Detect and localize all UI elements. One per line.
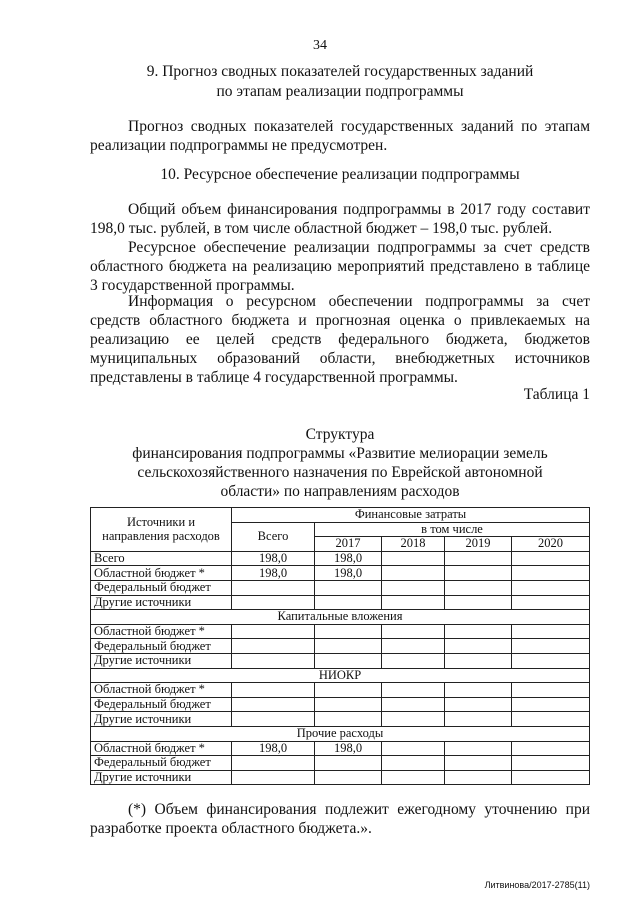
cell-2017: 198,0 — [315, 566, 382, 581]
header-year-2018: 2018 — [382, 537, 445, 552]
table-row — [91, 741, 590, 756]
table-row — [91, 756, 590, 771]
cell-2020 — [512, 639, 590, 654]
cell-2018 — [382, 741, 445, 756]
section-header-row — [91, 726, 590, 741]
cell-2019 — [445, 741, 512, 756]
cell-total — [232, 770, 315, 785]
row-label: Другие источники — [91, 595, 232, 610]
section-9-title — [90, 62, 590, 102]
cell-total — [232, 697, 315, 712]
cell-2019 — [445, 683, 512, 698]
section-header-row — [91, 668, 590, 683]
cell-2020 — [512, 580, 590, 595]
cell-2018 — [382, 712, 445, 727]
table-title-line-1: Структура — [305, 426, 375, 443]
row-label: Областной бюджет * — [91, 566, 232, 581]
cell-total — [232, 595, 315, 610]
cell-2019 — [445, 595, 512, 610]
cell-2017 — [315, 653, 382, 668]
cell-2018 — [382, 639, 445, 654]
table-row — [91, 639, 590, 654]
cell-total: 198,0 — [232, 566, 315, 581]
cell-total — [232, 639, 315, 654]
cell-2017 — [315, 624, 382, 639]
cell-2018 — [382, 624, 445, 639]
header-financial-costs: Финансовые затраты — [232, 508, 590, 523]
row-label: Всего — [91, 551, 232, 566]
cell-2019 — [445, 756, 512, 771]
table-row — [91, 551, 590, 566]
section-9-paragraph: Прогноз сводных показателей государственных заданий по этапам реализации подпрограммы не предусмотрен. — [90, 118, 590, 154]
document-stamp: Литвинова/2017-2785(11) — [484, 880, 590, 890]
cell-2017 — [315, 639, 382, 654]
footnote: (*) Объем финансирования подлежит ежегодному уточнению при разработке проекта областного бюджета.». — [90, 801, 590, 837]
section-10-title: 10. Ресурсное обеспечение реализации подпрограммы — [160, 166, 520, 183]
row-label: Федеральный бюджет — [91, 756, 232, 771]
table-title-line-3: сельскохозяйственного назначения по Еврейской автономной — [137, 464, 543, 481]
cell-2019 — [445, 624, 512, 639]
row-label: Другие источники — [91, 653, 232, 668]
cell-2019 — [445, 653, 512, 668]
row-label: Другие источники — [91, 770, 232, 785]
header-year-2019: 2019 — [445, 537, 512, 552]
cell-2017 — [315, 683, 382, 698]
cell-2018 — [382, 595, 445, 610]
section-header-row — [91, 610, 590, 625]
cell-2018 — [382, 683, 445, 698]
cell-2020 — [512, 595, 590, 610]
cell-2018 — [382, 551, 445, 566]
table-title — [100, 425, 580, 501]
section-title: НИОКР — [91, 668, 590, 683]
cell-2018 — [382, 580, 445, 595]
row-label: Другие источники — [91, 712, 232, 727]
financing-table — [90, 507, 590, 785]
cell-2020 — [512, 756, 590, 771]
table-row — [91, 624, 590, 639]
table-row — [91, 566, 590, 581]
cell-2019 — [445, 697, 512, 712]
section-10-paragraph-1: Общий объем финансирования подпрограммы в 2017 году составит 198,0 тыс. рублей, в том числе областной бюджет – 198,0 тыс. рублей. — [90, 201, 590, 237]
section-9-title-line-2: по этапам реализации подпрограммы — [216, 83, 464, 100]
cell-2020 — [512, 551, 590, 566]
header-total: Всего — [232, 522, 315, 551]
cell-2019 — [445, 566, 512, 581]
cell-2019 — [445, 639, 512, 654]
table-row — [91, 770, 590, 785]
cell-2020 — [512, 683, 590, 698]
cell-2020 — [512, 697, 590, 712]
table-row — [91, 712, 590, 727]
table-title-line-2: финансирования подпрограммы «Развитие мелиорации земель — [132, 445, 548, 462]
cell-2019 — [445, 712, 512, 727]
header-sources: Источники и направления расходов — [91, 508, 232, 552]
cell-2020 — [512, 566, 590, 581]
section-title: Капитальные вложения — [91, 610, 590, 625]
cell-total — [232, 624, 315, 639]
cell-2018 — [382, 566, 445, 581]
cell-2019 — [445, 770, 512, 785]
cell-2018 — [382, 697, 445, 712]
cell-total — [232, 683, 315, 698]
cell-2018 — [382, 770, 445, 785]
header-including: в том числе — [315, 522, 590, 537]
page-number: 34 — [313, 38, 327, 53]
cell-2017: 198,0 — [315, 551, 382, 566]
cell-2017 — [315, 770, 382, 785]
section-9-title-line-1: 9. Прогноз сводных показателей государственных заданий — [146, 63, 534, 80]
cell-2017 — [315, 697, 382, 712]
header-year-2020: 2020 — [512, 537, 590, 552]
cell-total — [232, 580, 315, 595]
cell-total — [232, 653, 315, 668]
cell-total — [232, 756, 315, 771]
table-row — [91, 697, 590, 712]
section-title: Прочие расходы — [91, 726, 590, 741]
cell-2019 — [445, 580, 512, 595]
table-header-row — [91, 508, 590, 523]
row-label: Областной бюджет * — [91, 683, 232, 698]
cell-2017: 198,0 — [315, 741, 382, 756]
table-title-line-4: области» по направлениям расходов — [220, 483, 460, 500]
row-label: Федеральный бюджет — [91, 580, 232, 595]
cell-2020 — [512, 770, 590, 785]
cell-2017 — [315, 580, 382, 595]
cell-2018 — [382, 756, 445, 771]
table-row — [91, 580, 590, 595]
table-row — [91, 653, 590, 668]
section-10-paragraph-2: Ресурсное обеспечение реализации подпрограммы за счет средств областного бюджета на реализацию мероприятий представлено в таблице 3 государственной программы. — [90, 239, 590, 294]
row-label: Федеральный бюджет — [91, 697, 232, 712]
cell-2017 — [315, 756, 382, 771]
cell-2020 — [512, 653, 590, 668]
cell-2020 — [512, 624, 590, 639]
row-label: Федеральный бюджет — [91, 639, 232, 654]
row-label: Областной бюджет * — [91, 624, 232, 639]
cell-2019 — [445, 551, 512, 566]
cell-total — [232, 712, 315, 727]
row-label: Областной бюджет * — [91, 741, 232, 756]
table-label: Таблица 1 — [523, 386, 590, 403]
cell-2017 — [315, 712, 382, 727]
cell-2017 — [315, 595, 382, 610]
cell-total: 198,0 — [232, 741, 315, 756]
table-row — [91, 683, 590, 698]
section-10-paragraph-3: Информация о ресурсном обеспечении подпрограммы за счет средств областного бюджета и прогнозная оценка о привлекаемых на реализацию ее целей средств федерального бюджета, бюджетов муниципальных образований области, внебюджетных источников представлены в таблице 4 государственной программы. — [90, 293, 590, 386]
table-row — [91, 595, 590, 610]
cell-2018 — [382, 653, 445, 668]
header-year-2017: 2017 — [315, 537, 382, 552]
cell-2020 — [512, 741, 590, 756]
cell-total: 198,0 — [232, 551, 315, 566]
cell-2020 — [512, 712, 590, 727]
